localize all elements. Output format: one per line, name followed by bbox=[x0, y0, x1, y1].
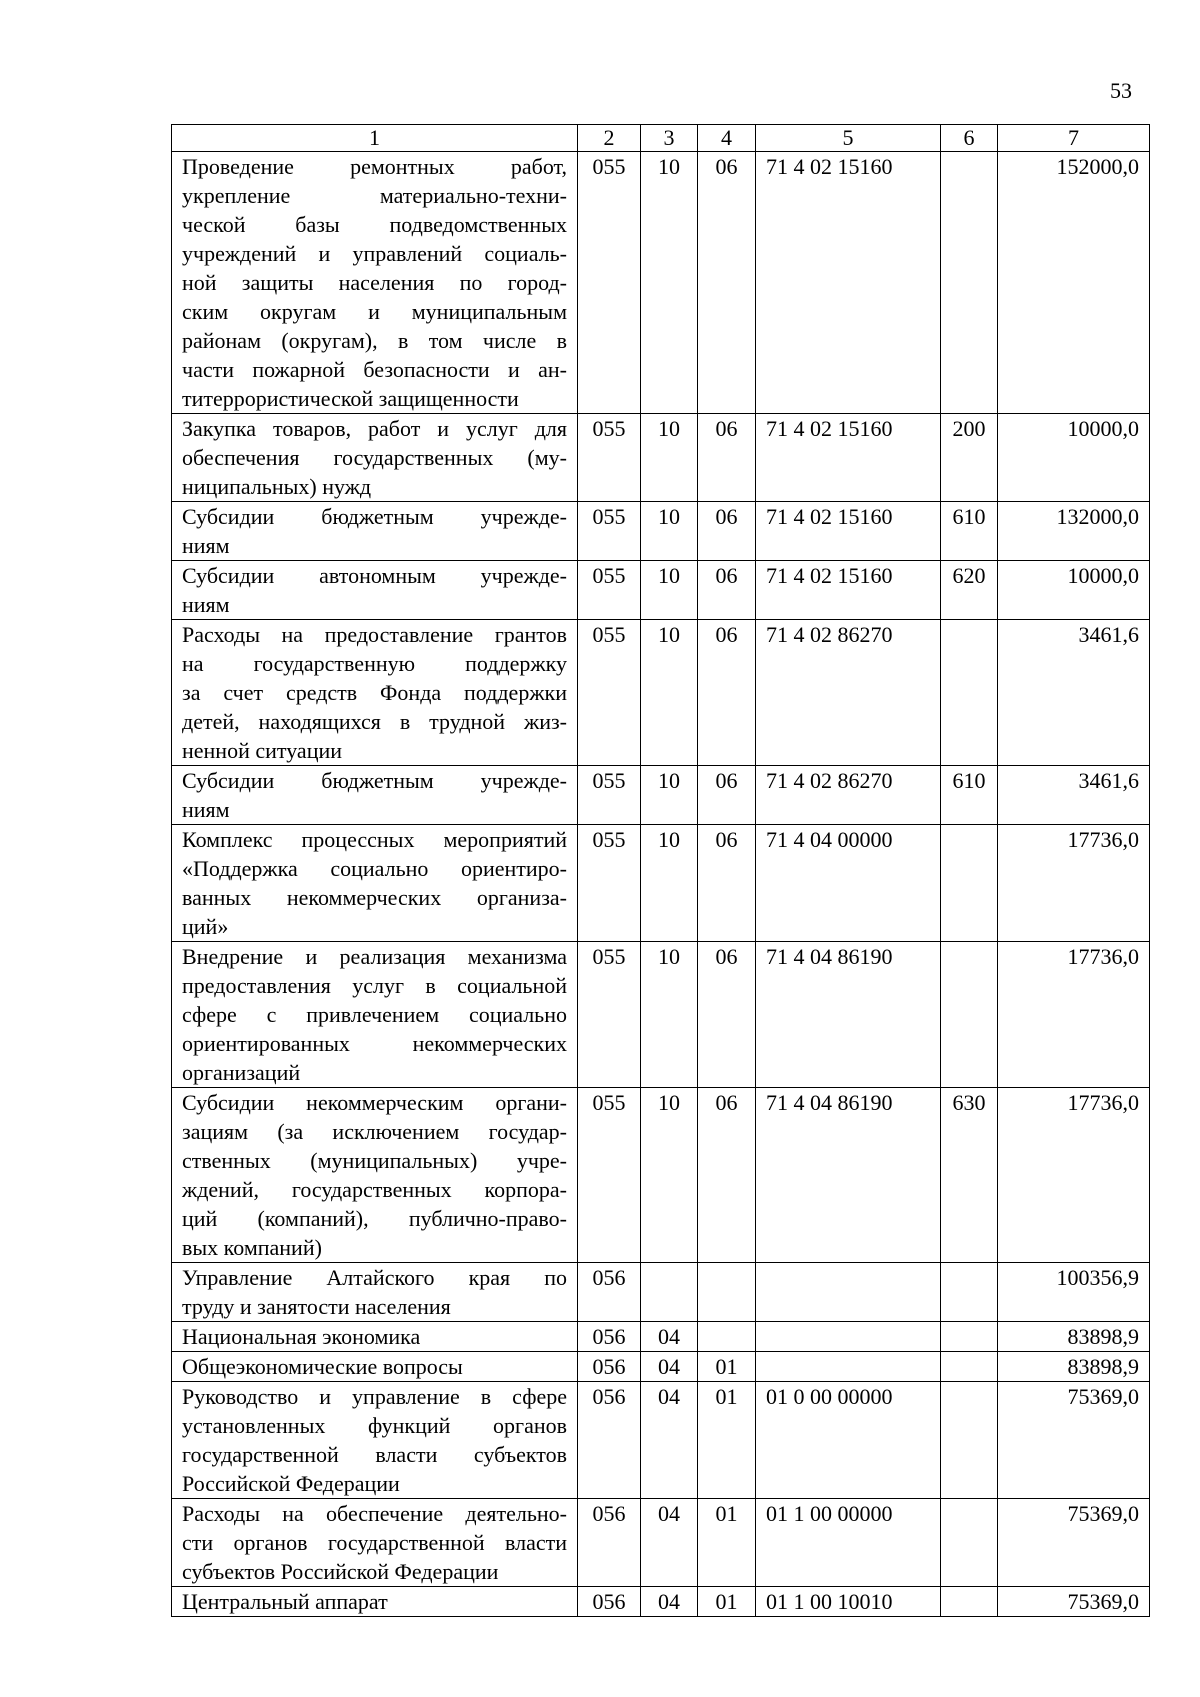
column-header: 4 bbox=[698, 125, 756, 152]
description-line: на государственную поддержку bbox=[182, 651, 567, 676]
section-code-cell: 10 bbox=[641, 1088, 698, 1263]
column-header: 1 bbox=[172, 125, 578, 152]
expense-type-cell bbox=[941, 1322, 998, 1352]
column-header: 5 bbox=[756, 125, 941, 152]
row-description bbox=[172, 561, 578, 620]
target-article-cell bbox=[756, 1322, 941, 1352]
expense-type-cell bbox=[941, 1382, 998, 1499]
section-code-cell: 04 bbox=[641, 1499, 698, 1587]
table-row bbox=[172, 152, 1150, 414]
description-line: Субсидии автономным учрежде- bbox=[182, 563, 567, 588]
table-row bbox=[172, 1352, 1150, 1382]
table-row bbox=[172, 1587, 1150, 1617]
description-line: укрепление материально-техни- bbox=[182, 183, 567, 208]
column-header: 7 bbox=[998, 125, 1150, 152]
description-line: сти органов государственной власти bbox=[182, 1530, 567, 1555]
admin-code-cell: 055 bbox=[578, 942, 641, 1088]
target-article-cell: 71 4 02 15160 bbox=[756, 414, 941, 502]
description-line: ванных некоммерческих организа- bbox=[182, 885, 567, 910]
row-description bbox=[172, 1088, 578, 1263]
table-row bbox=[172, 561, 1150, 620]
description-line: Общеэкономические вопросы bbox=[182, 1354, 463, 1379]
admin-code-cell: 055 bbox=[578, 502, 641, 561]
description-line: Субсидии бюджетным учрежде- bbox=[182, 768, 567, 793]
amount-cell: 132000,0 bbox=[998, 502, 1150, 561]
subsection-code-cell: 06 bbox=[698, 502, 756, 561]
target-article-cell: 71 4 02 86270 bbox=[756, 766, 941, 825]
subsection-code-cell: 06 bbox=[698, 152, 756, 414]
target-article-cell: 71 4 02 15160 bbox=[756, 561, 941, 620]
table-row bbox=[172, 620, 1150, 766]
expense-type-cell bbox=[941, 825, 998, 942]
description-line: районам (округам), в том числе в bbox=[182, 328, 567, 353]
description-line: части пожарной безопасности и ан- bbox=[182, 357, 567, 382]
row-description bbox=[172, 152, 578, 414]
expense-type-cell: 610 bbox=[941, 766, 998, 825]
subsection-code-cell: 06 bbox=[698, 1088, 756, 1263]
admin-code-cell: 056 bbox=[578, 1587, 641, 1617]
subsection-code-cell bbox=[698, 1263, 756, 1322]
description-line: государственной власти субъектов bbox=[182, 1442, 567, 1467]
section-code-cell: 04 bbox=[641, 1587, 698, 1617]
description-line: организаций bbox=[182, 1060, 301, 1085]
table-row bbox=[172, 502, 1150, 561]
amount-cell: 152000,0 bbox=[998, 152, 1150, 414]
table-row bbox=[172, 1322, 1150, 1352]
section-code-cell: 04 bbox=[641, 1322, 698, 1352]
expense-type-cell bbox=[941, 942, 998, 1088]
column-header: 3 bbox=[641, 125, 698, 152]
table-row bbox=[172, 1263, 1150, 1322]
description-line: Расходы на предоставление грантов bbox=[182, 622, 567, 647]
row-description bbox=[172, 1499, 578, 1587]
admin-code-cell: 056 bbox=[578, 1322, 641, 1352]
table-row bbox=[172, 1499, 1150, 1587]
description-line: ций» bbox=[182, 914, 229, 939]
description-line: ниям bbox=[182, 592, 230, 617]
section-code-cell: 10 bbox=[641, 825, 698, 942]
row-description bbox=[172, 1263, 578, 1322]
description-line: Субсидии некоммерческим органи- bbox=[182, 1090, 567, 1115]
admin-code-cell: 056 bbox=[578, 1382, 641, 1499]
amount-cell: 75369,0 bbox=[998, 1499, 1150, 1587]
admin-code-cell: 055 bbox=[578, 620, 641, 766]
description-line: обеспечения государственных (му- bbox=[182, 445, 567, 470]
page-number: 53 bbox=[1110, 78, 1132, 103]
expense-type-cell bbox=[941, 152, 998, 414]
description-line: Российской Федерации bbox=[182, 1471, 400, 1496]
column-header: 6 bbox=[941, 125, 998, 152]
row-description bbox=[172, 766, 578, 825]
target-article-cell: 71 4 02 15160 bbox=[756, 502, 941, 561]
description-line: ориентированных некоммерческих bbox=[182, 1031, 567, 1056]
subsection-code-cell: 01 bbox=[698, 1499, 756, 1587]
table-row bbox=[172, 414, 1150, 502]
admin-code-cell: 055 bbox=[578, 825, 641, 942]
amount-cell: 17736,0 bbox=[998, 942, 1150, 1088]
expense-type-cell: 620 bbox=[941, 561, 998, 620]
target-article-cell: 01 0 00 00000 bbox=[756, 1382, 941, 1499]
subsection-code-cell: 06 bbox=[698, 942, 756, 1088]
section-code-cell: 10 bbox=[641, 942, 698, 1088]
expense-type-cell bbox=[941, 1499, 998, 1587]
subsection-code-cell: 01 bbox=[698, 1587, 756, 1617]
row-description bbox=[172, 414, 578, 502]
section-code-cell: 10 bbox=[641, 766, 698, 825]
admin-code-cell: 055 bbox=[578, 414, 641, 502]
row-description bbox=[172, 502, 578, 561]
amount-cell: 75369,0 bbox=[998, 1382, 1150, 1499]
expense-type-cell bbox=[941, 1352, 998, 1382]
subsection-code-cell: 06 bbox=[698, 561, 756, 620]
expense-type-cell bbox=[941, 620, 998, 766]
target-article-cell: 71 4 04 86190 bbox=[756, 942, 941, 1088]
description-line: детей, находящихся в трудной жиз- bbox=[182, 709, 567, 734]
row-description bbox=[172, 1587, 578, 1617]
description-line: ций (компаний), публично-право- bbox=[182, 1206, 567, 1231]
admin-code-cell: 055 bbox=[578, 152, 641, 414]
table-row bbox=[172, 1382, 1150, 1499]
table-row bbox=[172, 766, 1150, 825]
description-line: ждений, государственных корпора- bbox=[182, 1177, 567, 1202]
description-line: Управление Алтайского края по bbox=[182, 1265, 567, 1290]
amount-cell: 3461,6 bbox=[998, 620, 1150, 766]
amount-cell: 83898,9 bbox=[998, 1322, 1150, 1352]
expense-type-cell bbox=[941, 1263, 998, 1322]
target-article-cell: 71 4 02 86270 bbox=[756, 620, 941, 766]
amount-cell: 17736,0 bbox=[998, 1088, 1150, 1263]
row-description bbox=[172, 1352, 578, 1382]
description-line: ниям bbox=[182, 797, 230, 822]
budget-table bbox=[171, 124, 1150, 1617]
subsection-code-cell bbox=[698, 1322, 756, 1352]
description-line: труду и занятости населения bbox=[182, 1294, 451, 1319]
subsection-code-cell: 06 bbox=[698, 414, 756, 502]
subsection-code-cell: 06 bbox=[698, 825, 756, 942]
table-row bbox=[172, 825, 1150, 942]
subsection-code-cell: 01 bbox=[698, 1382, 756, 1499]
amount-cell: 83898,9 bbox=[998, 1352, 1150, 1382]
target-article-cell: 01 1 00 10010 bbox=[756, 1587, 941, 1617]
description-line: ческой базы подведомственных bbox=[182, 212, 567, 237]
target-article-cell bbox=[756, 1263, 941, 1322]
target-article-cell: 01 1 00 00000 bbox=[756, 1499, 941, 1587]
column-header: 2 bbox=[578, 125, 641, 152]
description-line: титеррористической защищенности bbox=[182, 386, 519, 411]
description-line: ной защиты населения по город- bbox=[182, 270, 567, 295]
row-description bbox=[172, 1322, 578, 1352]
admin-code-cell: 055 bbox=[578, 561, 641, 620]
admin-code-cell: 055 bbox=[578, 1088, 641, 1263]
table-header-row bbox=[172, 125, 1150, 152]
row-description bbox=[172, 1382, 578, 1499]
target-article-cell: 71 4 02 15160 bbox=[756, 152, 941, 414]
expense-type-cell: 610 bbox=[941, 502, 998, 561]
description-line: зациям (за исключением государ- bbox=[182, 1119, 567, 1144]
description-line: предоставления услуг в социальной bbox=[182, 973, 567, 998]
description-line: ниям bbox=[182, 533, 230, 558]
description-line: установленных функций органов bbox=[182, 1413, 567, 1438]
section-code-cell: 04 bbox=[641, 1382, 698, 1499]
section-code-cell bbox=[641, 1263, 698, 1322]
table-row bbox=[172, 942, 1150, 1088]
admin-code-cell: 056 bbox=[578, 1499, 641, 1587]
section-code-cell: 04 bbox=[641, 1352, 698, 1382]
section-code-cell: 10 bbox=[641, 152, 698, 414]
expense-type-cell bbox=[941, 1587, 998, 1617]
description-line: ненной ситуации bbox=[182, 738, 343, 763]
description-line: субъектов Российской Федерации bbox=[182, 1559, 499, 1584]
row-description bbox=[172, 942, 578, 1088]
description-line: вых компаний) bbox=[182, 1235, 322, 1260]
admin-code-cell: 056 bbox=[578, 1263, 641, 1322]
description-line: Комплекс процессных мероприятий bbox=[182, 827, 567, 852]
description-line: ственных (муниципальных) учре- bbox=[182, 1148, 567, 1173]
row-description bbox=[172, 620, 578, 766]
expense-type-cell: 630 bbox=[941, 1088, 998, 1263]
description-line: учреждений и управлений социаль- bbox=[182, 241, 567, 266]
table-row bbox=[172, 1088, 1150, 1263]
amount-cell: 75369,0 bbox=[998, 1587, 1150, 1617]
amount-cell: 10000,0 bbox=[998, 561, 1150, 620]
subsection-code-cell: 06 bbox=[698, 766, 756, 825]
description-line: «Поддержка социально ориентиро- bbox=[182, 856, 567, 881]
subsection-code-cell: 06 bbox=[698, 620, 756, 766]
admin-code-cell: 055 bbox=[578, 766, 641, 825]
target-article-cell: 71 4 04 86190 bbox=[756, 1088, 941, 1263]
description-line: Центральный аппарат bbox=[182, 1589, 388, 1614]
target-article-cell bbox=[756, 1352, 941, 1382]
description-line: Расходы на обеспечение деятельно- bbox=[182, 1501, 567, 1526]
row-description bbox=[172, 825, 578, 942]
description-line: сфере с привлечением социально bbox=[182, 1002, 567, 1027]
section-code-cell: 10 bbox=[641, 414, 698, 502]
amount-cell: 17736,0 bbox=[998, 825, 1150, 942]
description-line: Субсидии бюджетным учрежде- bbox=[182, 504, 567, 529]
description-line: за счет средств Фонда поддержки bbox=[182, 680, 567, 705]
description-line: Закупка товаров, работ и услуг для bbox=[182, 416, 567, 441]
subsection-code-cell: 01 bbox=[698, 1352, 756, 1382]
amount-cell: 100356,9 bbox=[998, 1263, 1150, 1322]
description-line: Национальная экономика bbox=[182, 1324, 421, 1349]
admin-code-cell: 056 bbox=[578, 1352, 641, 1382]
description-line: Руководство и управление в сфере bbox=[182, 1384, 567, 1409]
description-line: Внедрение и реализация механизма bbox=[182, 944, 567, 969]
section-code-cell: 10 bbox=[641, 502, 698, 561]
target-article-cell: 71 4 04 00000 bbox=[756, 825, 941, 942]
amount-cell: 10000,0 bbox=[998, 414, 1150, 502]
expense-type-cell: 200 bbox=[941, 414, 998, 502]
section-code-cell: 10 bbox=[641, 620, 698, 766]
description-line: ниципальных) нужд bbox=[182, 474, 372, 499]
amount-cell: 3461,6 bbox=[998, 766, 1150, 825]
description-line: Проведение ремонтных работ, bbox=[182, 154, 567, 179]
description-line: ским округам и муниципальным bbox=[182, 299, 567, 324]
section-code-cell: 10 bbox=[641, 561, 698, 620]
